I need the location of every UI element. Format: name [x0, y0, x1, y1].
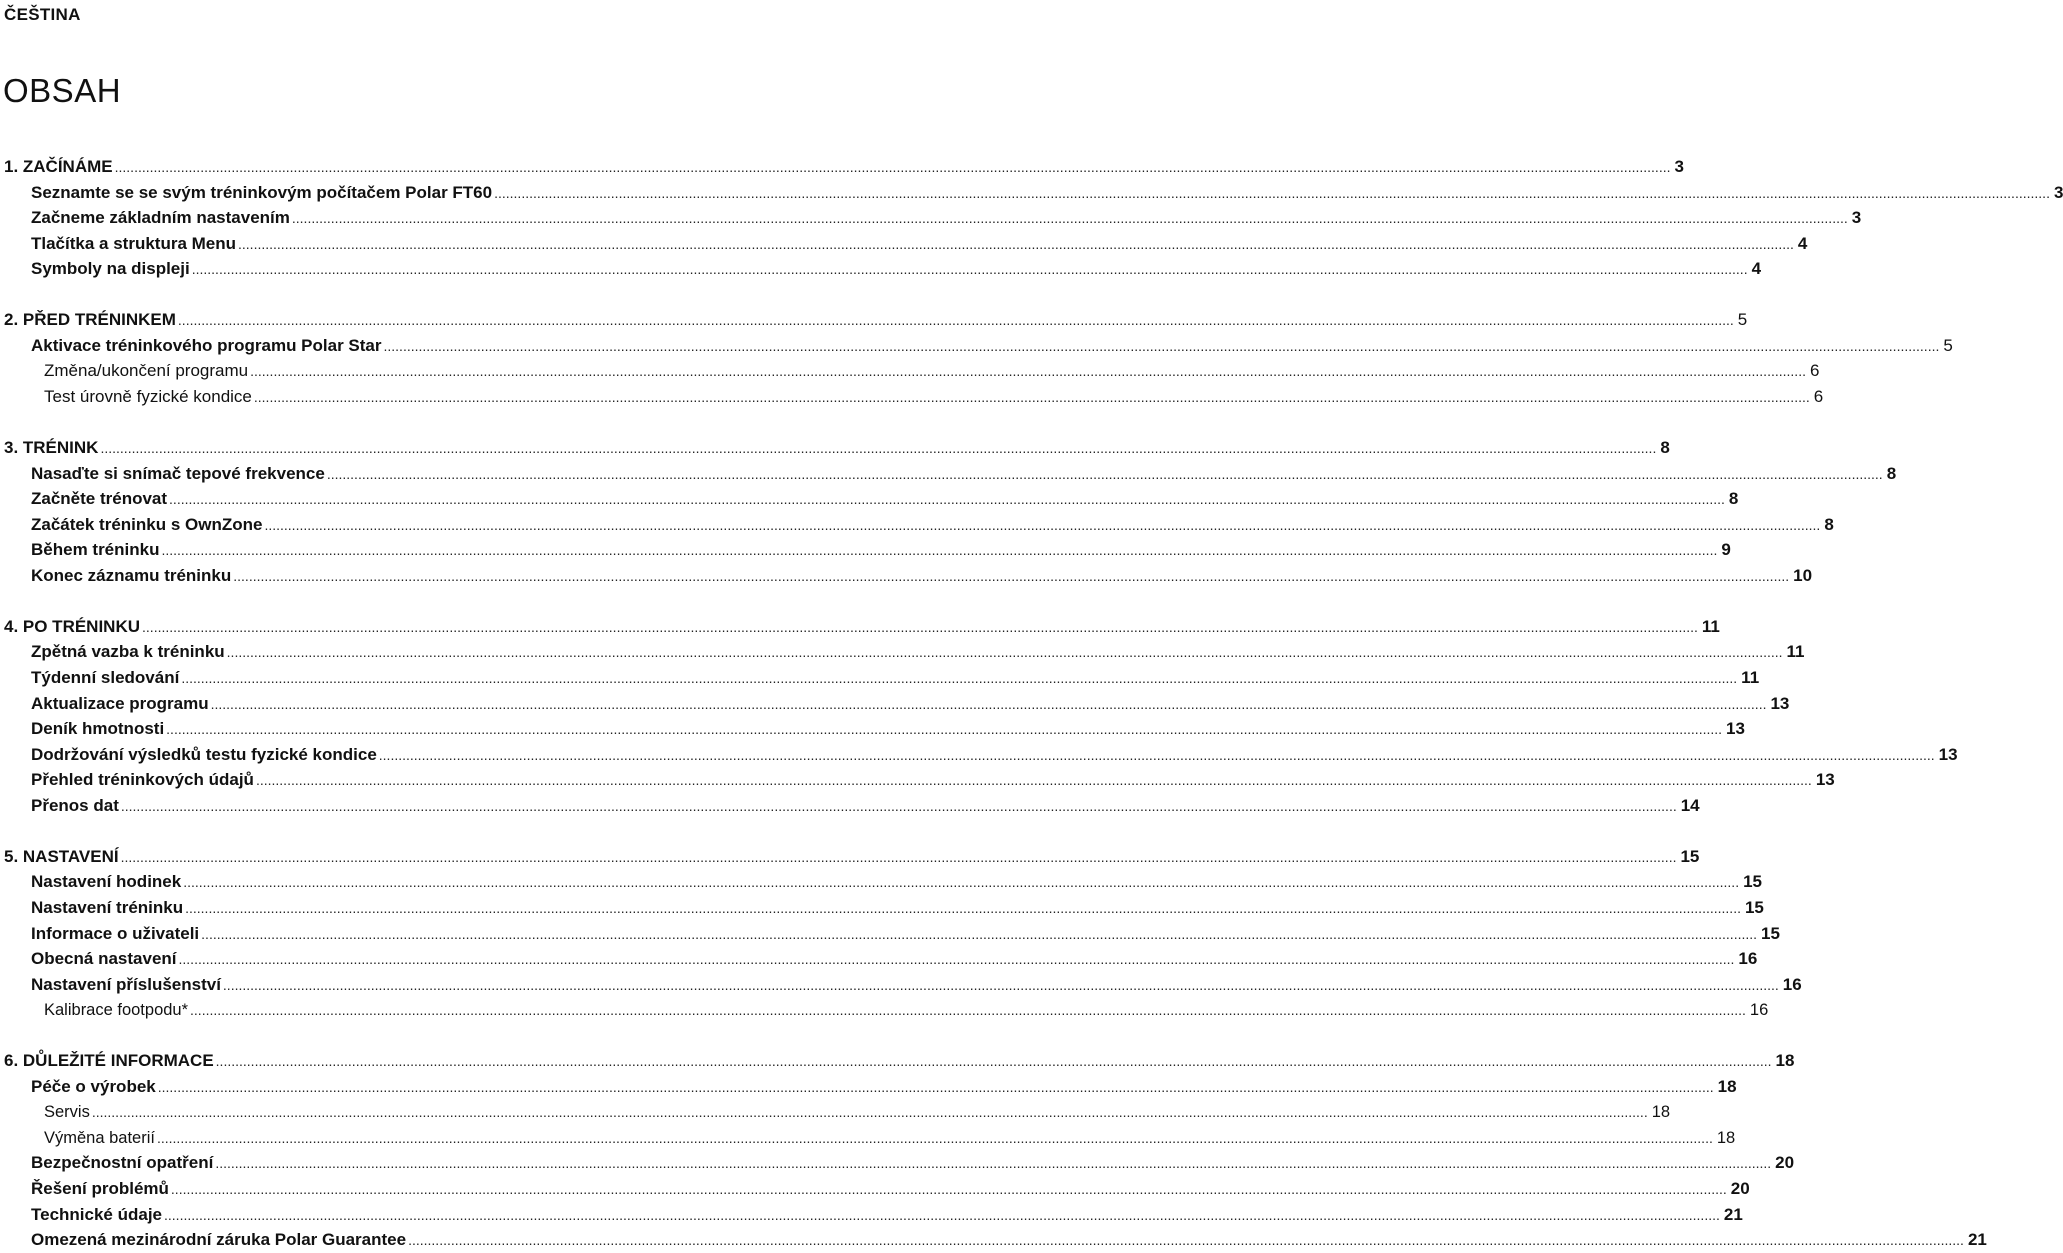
toc-entry-label: Bezpečnostní opatření [31, 1153, 214, 1173]
toc-entry[interactable] [4, 435, 1670, 461]
toc-entry-label: Test úrovně fyzické kondice [44, 386, 252, 406]
toc-entry-label: Kalibrace footpodu* [44, 1001, 189, 1020]
toc-entry-page: 5 [1943, 335, 1953, 355]
toc-leader-dots: ................................................................................................................................................................................................................................................................................................................................................................................................................ [215, 1053, 1772, 1070]
toc-entry-label: 4. PO TRÉNINKU [4, 616, 141, 636]
toc-entry-label: Přehled tréninkových údajů [31, 770, 254, 790]
toc-entry[interactable] [31, 1074, 1737, 1100]
toc-entry-label: Přenos dat [31, 795, 119, 815]
toc-leader-dots: ................................................................................................................................................................................................................................................................................................................................................................................................................ [250, 363, 1806, 380]
toc-entry-page: 21 [1967, 1230, 1987, 1250]
toc-entry-page: 8 [1728, 489, 1739, 509]
toc-entry-page: 16 [1749, 1001, 1769, 1020]
toc-entry[interactable] [31, 665, 1760, 691]
toc-leader-dots: ................................................................................................................................................................................................................................................................................................................................................................................................................ [164, 1206, 1720, 1223]
toc-leader-dots: ................................................................................................................................................................................................................................................................................................................................................................................................................ [161, 542, 1718, 559]
toc-entry-page: 8 [1824, 514, 1834, 534]
toc-entry-page: 9 [1721, 540, 1731, 560]
toc-leader-dots: ................................................................................................................................................................................................................................................................................................................................................................................................................ [157, 1078, 1714, 1095]
toc-entry-label: 2. PŘED TRÉNINKEM [4, 310, 176, 330]
toc-entry[interactable] [31, 767, 1835, 793]
toc-entry-label: 5. NASTAVENÍ [4, 846, 119, 866]
toc-entry-label: Seznamte se se svým tréninkovým počítačem Polar FT60 [31, 182, 493, 202]
toc-entry[interactable] [31, 256, 1762, 282]
toc-entry[interactable] [31, 793, 1700, 819]
toc-entry[interactable] [31, 333, 1953, 359]
toc-entry-label: Výměna baterií [44, 1128, 155, 1147]
toc-entry-label: Během tréninku [31, 540, 160, 560]
toc-entry[interactable] [31, 1202, 1743, 1228]
toc-entry-page: 13 [1815, 770, 1835, 790]
language-heading: ČEŠTINA [4, 5, 81, 24]
toc-entry-label: Začneme základním nastavením [31, 208, 290, 228]
toc-entry[interactable] [31, 1227, 1987, 1253]
toc-entry-page: 13 [1726, 719, 1745, 739]
toc-entry-label: Servis [44, 1103, 90, 1122]
toc-entry[interactable] [31, 231, 1808, 257]
toc-entry[interactable] [31, 1176, 1750, 1202]
toc-leader-dots: ................................................................................................................................................................................................................................................................................................................................................................................................................ [383, 337, 1940, 354]
toc-leader-dots: ................................................................................................................................................................................................................................................................................................................................................................................................................ [215, 1155, 1772, 1172]
toc-entry[interactable] [31, 512, 1834, 538]
toc-entry-page: 11 [1741, 668, 1760, 687]
toc-entry-label: Nastavení příslušenství [31, 974, 221, 994]
toc-entry-label: Začátek tréninku s OwnZone [31, 514, 263, 534]
toc-leader-dots: ................................................................................................................................................................................................................................................................................................................................................................................................................ [185, 899, 1741, 916]
toc-leader-dots: ................................................................................................................................................................................................................................................................................................................................................................................................................ [291, 210, 1848, 227]
toc-leader-dots: ................................................................................................................................................................................................................................................................................................................................................................................................................ [177, 312, 1734, 329]
toc-entry-label: Řešení problémů [31, 1179, 169, 1198]
toc-entry[interactable] [31, 205, 1862, 231]
toc-entry-page: 5 [1737, 310, 1748, 330]
toc-entry[interactable] [4, 154, 1684, 180]
toc-entry-page: 4 [1751, 259, 1762, 279]
toc-entry-page: 20 [1775, 1153, 1795, 1173]
toc-entry[interactable] [31, 1150, 1795, 1176]
toc-entry[interactable] [31, 972, 1802, 998]
toc-leader-dots: ................................................................................................................................................................................................................................................................................................................................................................................................................ [120, 848, 1677, 865]
toc-leader-dots: ................................................................................................................................................................................................................................................................................................................................................................................................................ [178, 951, 1735, 968]
toc-entry-page: 10 [1793, 565, 1813, 585]
toc-leader-dots: ................................................................................................................................................................................................................................................................................................................................................................................................................ [222, 976, 1779, 993]
toc-entry-page: 14 [1680, 795, 1700, 815]
toc-entry[interactable] [31, 716, 1745, 742]
toc-entry-label: Obecná nastavení [31, 949, 177, 969]
toc-entry[interactable] [31, 537, 1731, 563]
toc-leader-dots: ................................................................................................................................................................................................................................................................................................................................................................................................................ [238, 235, 1794, 252]
toc-entry[interactable] [4, 614, 1720, 640]
toc-leader-dots: ................................................................................................................................................................................................................................................................................................................................................................................................................ [210, 695, 1767, 712]
toc-entry-label: Dodržování výsledků testu fyzické kondice [31, 744, 377, 764]
toc-entry-page: 11 [1786, 642, 1805, 662]
toc-leader-dots: ................................................................................................................................................................................................................................................................................................................................................................................................................ [408, 1232, 1964, 1249]
toc-leader-dots: ................................................................................................................................................................................................................................................................................................................................................................................................................ [169, 491, 1725, 508]
toc-entry-label: Začněte trénovat [31, 489, 168, 509]
toc-entry-page: 15 [1743, 872, 1762, 892]
toc-entry-label: 6. DŮLEŽITÉ INFORMACE [4, 1051, 214, 1071]
toc-leader-dots: ................................................................................................................................................................................................................................................................................................................................................................................................................ [100, 440, 1657, 457]
toc-entry[interactable] [31, 180, 2063, 206]
toc-leader-dots: ................................................................................................................................................................................................................................................................................................................................................................................................................ [142, 618, 1698, 635]
toc-entry-page: 11 [1701, 616, 1720, 636]
toc-entry-label: Zpětná vazba k tréninku [31, 642, 225, 662]
toc-leader-dots: ................................................................................................................................................................................................................................................................................................................................................................................................................ [170, 1181, 1727, 1197]
toc-entry-label: Nastavení hodinek [31, 872, 182, 892]
toc-entry-label: Týdenní sledování [31, 668, 180, 687]
toc-entry[interactable] [31, 563, 1813, 589]
toc-leader-dots: ................................................................................................................................................................................................................................................................................................................................................................................................................ [494, 184, 2050, 201]
toc-leader-dots: ................................................................................................................................................................................................................................................................................................................................................................................................................ [91, 1104, 1648, 1121]
toc-entry[interactable] [31, 946, 1758, 972]
toc-entry[interactable] [4, 844, 1700, 870]
toc-entry-page: 15 [1680, 846, 1700, 866]
toc-entry-page: 15 [1744, 897, 1764, 917]
toc-entry-page: 16 [1782, 974, 1802, 994]
toc-entry-label: Nastavení tréninku [31, 897, 184, 917]
toc-leader-dots: ................................................................................................................................................................................................................................................................................................................................................................................................................ [226, 644, 1783, 661]
toc-entry-label: Aktualizace programu [31, 693, 209, 713]
toc-entry-label: Tlačítka a struktura Menu [31, 233, 237, 253]
page-title: OBSAH [3, 72, 122, 109]
toc-entry[interactable] [31, 461, 1897, 487]
toc-entry-page: 3 [1674, 157, 1684, 176]
toc-leader-dots: ................................................................................................................................................................................................................................................................................................................................................................................................................ [156, 1129, 1713, 1146]
toc-entry[interactable] [44, 358, 1820, 384]
toc-leader-dots: ................................................................................................................................................................................................................................................................................................................................................................................................................ [181, 670, 1738, 686]
toc-entry[interactable] [31, 639, 1805, 665]
toc-entry[interactable] [44, 1125, 1736, 1151]
toc-entry[interactable] [44, 997, 1769, 1023]
toc-entry-page: 21 [1723, 1204, 1743, 1224]
toc-entry-label: Aktivace tréninkového programu Polar Star [31, 335, 382, 355]
toc-leader-dots: ................................................................................................................................................................................................................................................................................................................................................................................................................ [191, 261, 1748, 278]
toc-leader-dots: ................................................................................................................................................................................................................................................................................................................................................................................................................ [183, 874, 1740, 891]
toc-leader-dots: ................................................................................................................................................................................................................................................................................................................................................................................................................ [166, 721, 1723, 738]
toc-entry-page: 4 [1797, 233, 1808, 253]
toc-entry-label: Omezená mezinárodní záruka Polar Guarantee [31, 1230, 407, 1250]
toc-entry-page: 3 [1851, 208, 1862, 228]
toc-entry[interactable] [31, 742, 1958, 768]
toc-leader-dots: ................................................................................................................................................................................................................................................................................................................................................................................................................ [255, 772, 1812, 789]
toc-entry[interactable] [4, 1048, 1795, 1074]
toc-entry[interactable] [31, 921, 1780, 947]
toc-leader-dots: ................................................................................................................................................................................................................................................................................................................................................................................................................ [201, 925, 1758, 942]
toc-leader-dots: ................................................................................................................................................................................................................................................................................................................................................................................................................ [190, 1002, 1746, 1019]
toc-entry-page: 18 [1651, 1103, 1671, 1122]
toc-entry-page: 8 [1886, 463, 1897, 483]
toc-entry-label: Nasaďte si snímač tepové frekvence [31, 463, 325, 483]
toc-entry-page: 8 [1660, 438, 1670, 458]
toc-entry-page: 15 [1761, 923, 1780, 943]
toc-entry[interactable] [4, 307, 1748, 333]
toc-entry-page: 13 [1938, 744, 1958, 764]
toc-entry-label: Péče o výrobek [31, 1076, 156, 1096]
toc-entry-page: 6 [1809, 361, 1820, 381]
toc-entry[interactable] [44, 384, 1824, 410]
toc-entry-page: 18 [1775, 1051, 1795, 1071]
toc-leader-dots: ................................................................................................................................................................................................................................................................................................................................................................................................................ [253, 388, 1810, 405]
toc-entry[interactable] [44, 1099, 1671, 1125]
toc-entry-label: 1. ZAČÍNÁME [4, 157, 113, 176]
toc-leader-dots: ................................................................................................................................................................................................................................................................................................................................................................................................................ [114, 159, 1671, 175]
toc-entry[interactable] [31, 691, 1790, 717]
toc-entry-label: Technické údaje [31, 1204, 163, 1224]
toc-entry-page: 3 [2053, 182, 2063, 202]
toc-entry-page: 16 [1738, 949, 1758, 969]
toc-entry[interactable] [31, 486, 1739, 512]
toc-entry-label: Deník hmotnosti [31, 719, 165, 739]
toc-entry-label: Symboly na displeji [31, 259, 190, 279]
toc-entry-label: 3. TRÉNINK [4, 438, 99, 458]
toc-entry-page: 18 [1716, 1128, 1736, 1147]
toc-entry-page: 6 [1813, 386, 1824, 406]
toc-entry-page: 18 [1717, 1076, 1737, 1096]
toc-entry-page: 20 [1730, 1179, 1750, 1198]
toc-entry-page: 13 [1770, 693, 1790, 713]
toc-entry[interactable] [31, 895, 1764, 921]
toc-leader-dots: ................................................................................................................................................................................................................................................................................................................................................................................................................ [264, 516, 1821, 533]
toc-leader-dots: ................................................................................................................................................................................................................................................................................................................................................................................................................ [233, 567, 1790, 584]
toc-entry-label: Konec záznamu tréninku [31, 565, 232, 585]
toc-entry-label: Změna/ukončení programu [44, 361, 249, 381]
toc-leader-dots: ................................................................................................................................................................................................................................................................................................................................................................................................................ [120, 797, 1677, 814]
toc-leader-dots: ................................................................................................................................................................................................................................................................................................................................................................................................................ [326, 465, 1883, 482]
toc-entry[interactable] [31, 869, 1762, 895]
toc-leader-dots: ................................................................................................................................................................................................................................................................................................................................................................................................................ [378, 746, 1935, 763]
toc-entry-label: Informace o uživateli [31, 923, 200, 943]
